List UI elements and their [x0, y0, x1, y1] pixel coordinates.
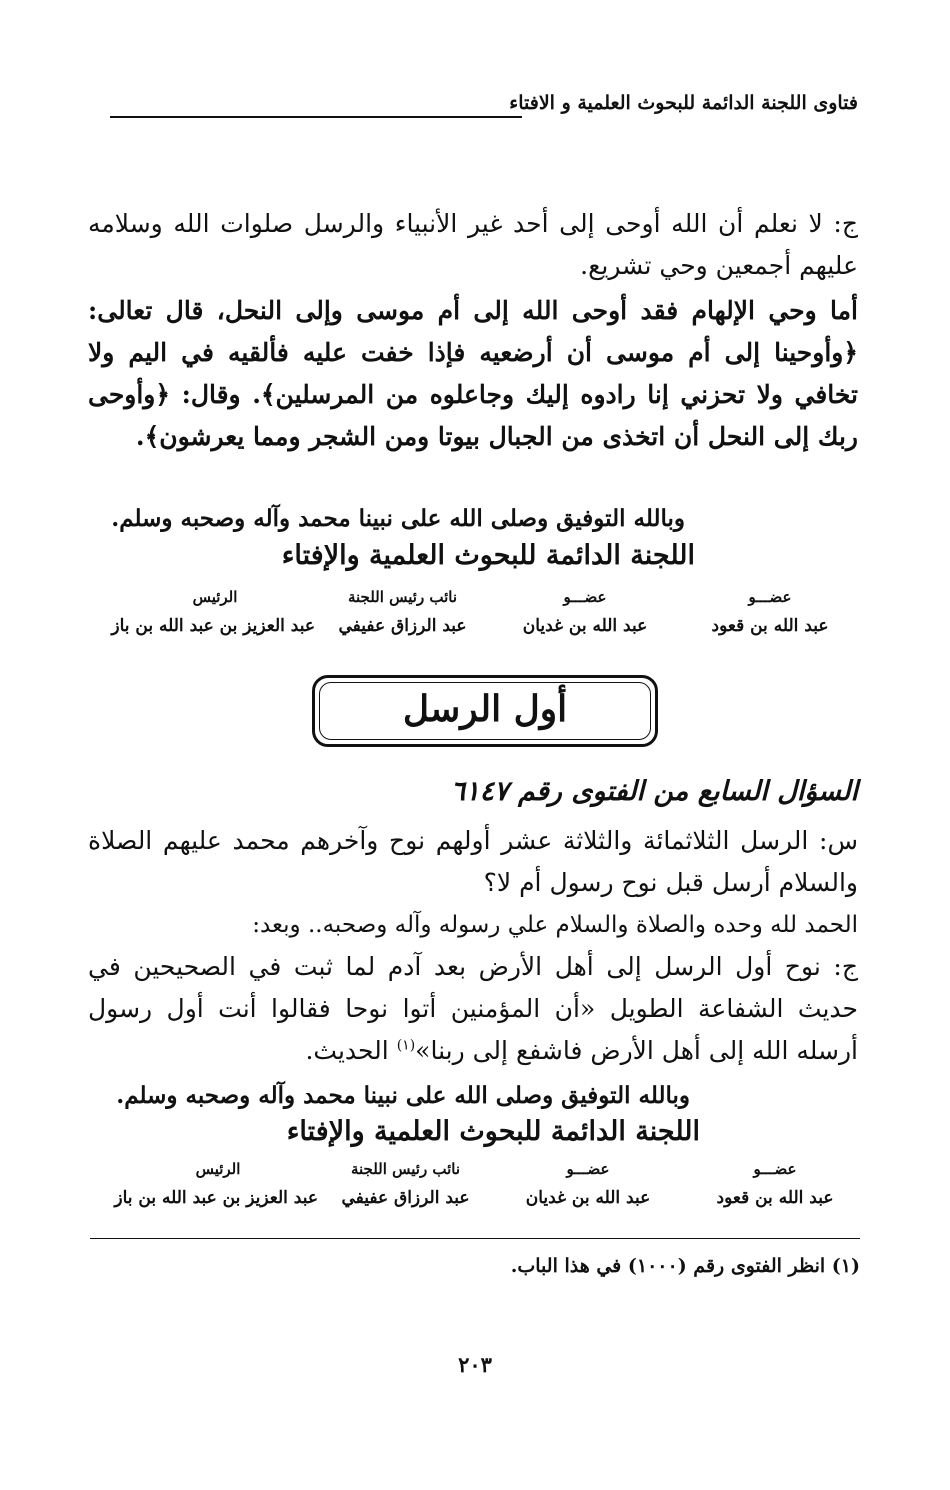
footnote-marker: (١)	[396, 1037, 416, 1054]
closing-line-2: وبالله التوفيق وصلى الله على نبينا محمد وآله وصحبه وسلم.	[116, 1082, 690, 1109]
signatory-role: نائب رئيس اللجنة	[350, 1160, 461, 1178]
signatory-chairman-2	[114, 1160, 318, 1208]
signatory-member-qaud-1	[700, 588, 840, 636]
signatory-role: عضـــو	[566, 1160, 610, 1178]
answer-paragraph-2: أما وحي الإلهام فقد أوحى الله إلى أم موسى وإلى النحل، قال تعالى: ﴿وأوحينا إلى أم موسى أن أرضعيه فإذا خفت عليه فألقيه في اليم ولا تخافي ولا تحزني إنا رادوه إليك وجاعلوه من المرسلين﴾. وقال: ﴿وأوحى ربك إلى النحل أن اتخذى من الجبال بيوتا ومن الشجر ومما يعرشون﴾.	[88, 296, 858, 451]
answer-text-end: الحديث.	[305, 1036, 397, 1065]
committee-name-1: اللجنة الدائمة للبحوث العلمية والإفتاء	[281, 540, 695, 571]
signatory-name: عبد الله بن قعود	[716, 1188, 834, 1208]
signatory-name: عبد الله بن غديان	[525, 1188, 651, 1208]
signatory-member-ghudayan-1	[510, 588, 660, 636]
signatory-name: عبد الرزاق عفيفي	[338, 616, 467, 636]
signatory-name: عبد الله بن قعود	[711, 616, 829, 636]
question-heading: السؤال السابع من الفتوى رقم ٦١٤٧	[450, 776, 858, 807]
signatory-role: الرئيس	[195, 1160, 241, 1178]
signatory-role: عضـــو	[753, 1160, 797, 1178]
praise-line: الحمد لله وحده والصلاة والسلام علي رسوله وآله وصحبه.. وبعد:	[252, 912, 858, 938]
running-head-rule	[110, 116, 522, 118]
signatory-name: عبد الرزاق عفيفي	[341, 1188, 470, 1208]
signatory-member-ghudayan-2	[513, 1160, 663, 1208]
answer-text: ج: نوح أول الرسل إلى أهل الأرض بعد آدم لما ثبت في الصحيحين في حديث الشفاعة الطويل «أن المؤمنين أتوا نوحا فقالوا أنت أول رسول أرسله الله إلى أهل الأرض فاشفع إلى ربنا»	[88, 952, 858, 1065]
signatory-chairman-1	[111, 588, 315, 636]
answer-paragraph-1: ج: لا نعلم أن الله أوحى إلى أحد غير الأنبياء والرسل صلوات الله وسلامه عليهم أجمعين وحي تشريع.	[88, 209, 858, 280]
signatory-role: عضـــو	[563, 588, 607, 606]
signatory-name: عبد العزيز بن عبد الله بن باز	[114, 1188, 318, 1208]
signatory-role: الرئيس	[192, 588, 238, 606]
footnote: (١) انظر الفتوى رقم (١٠٠٠) في هذا الباب.	[510, 1255, 860, 1277]
signatory-vice-chairman-1	[330, 588, 475, 636]
running-head-title: فتاوى اللجنة الدائمة للبحوث العلمية و الافتاء	[509, 92, 858, 114]
signatory-vice-chairman-2	[333, 1160, 478, 1208]
closing-line-1: وبالله التوفيق وصلى الله على نبينا محمد وآله وصحبه وسلم.	[111, 505, 685, 532]
signatory-member-qaud-2	[705, 1160, 845, 1208]
question-paragraph: س: الرسل الثلاثمائة والثلاثة عشر أولهم نوح وآخرهم محمد عليهم الصلاة والسلام أرسل قبل نوح رسول أم لا؟	[88, 826, 858, 897]
running-head	[110, 90, 858, 130]
signatory-name: عبد الله بن غديان	[522, 616, 648, 636]
answer-paragraph-3	[88, 946, 858, 1072]
chapter-title-box	[312, 675, 658, 747]
signatory-role: نائب رئيس اللجنة	[347, 588, 458, 606]
signatory-name: عبد العزيز بن عبد الله بن باز	[111, 616, 315, 636]
page-number: ٢٠٣	[458, 1352, 492, 1377]
footnote-rule	[90, 1238, 860, 1239]
chapter-title: أول الرسل	[402, 688, 568, 730]
signatory-role: عضـــو	[748, 588, 792, 606]
committee-name-2: اللجنة الدائمة للبحوث العلمية والإفتاء	[286, 1116, 700, 1147]
